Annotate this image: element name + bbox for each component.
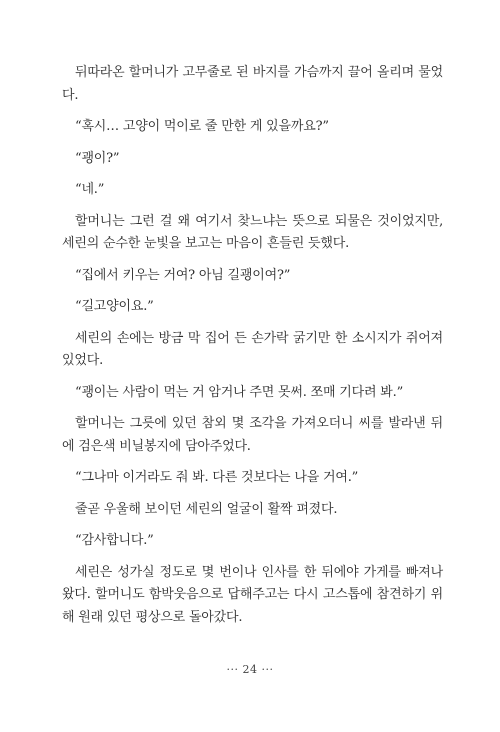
- paragraph: “그나마 이거라도 줘 봐. 다른 것보다는 나을 거여.”: [75, 470, 359, 485]
- paragraph: 줄곧 우울해 보이던 세린의 얼굴이 활짝 펴졌다.: [75, 501, 338, 517]
- body-text: [62, 62, 443, 638]
- paragraph: 세린의 손에는 방금 막 집어 든 손가락 굵기만 한 소시지가 쥐어져 있었다.: [62, 330, 443, 368]
- paragraph: 세린은 성가실 정도로 몇 번이나 인사를 한 뒤에야 가게를 빠져나왔다. 할머니도 함박웃음으로 답해주고는 다시 고스톱에 참견하기 위해 원래 있던 평상으로 돌아갔다.: [62, 564, 443, 625]
- paragraph: “감사합니다.”: [75, 533, 154, 548]
- paragraph: 할머니는 그런 걸 왜 여기서 찾느냐는 뜻으로 되물은 것이었지만, 세린의 순수한 눈빛을 보고는 마음이 흔들린 듯했다.: [62, 213, 443, 251]
- paragraph: “네.”: [75, 182, 105, 197]
- paragraph: “집에서 키우는 거여? 아님 길괭이여?”: [75, 267, 291, 283]
- paragraph: “혹시… 고양이 먹이로 줄 만한 게 있을까요?”: [75, 119, 329, 134]
- paragraph: “괭이?”: [75, 150, 120, 166]
- paragraph: 뒤따라온 할머니가 고무줄로 된 바지를 가슴까지 끌어 올리며 물었다.: [62, 65, 443, 103]
- paragraph: “길고양이요.”: [75, 299, 154, 314]
- page-number: ··· 24 ···: [226, 663, 274, 676]
- paragraph: “괭이는 사람이 먹는 거 암거나 주면 못써. 쪼매 기다려 봐.”: [75, 384, 404, 400]
- paragraph: 할머니는 그릇에 있던 참외 몇 조각을 가져오더니 씨를 발라낸 뒤에 검은색 비닐봉지에 담아주었다.: [62, 416, 443, 454]
